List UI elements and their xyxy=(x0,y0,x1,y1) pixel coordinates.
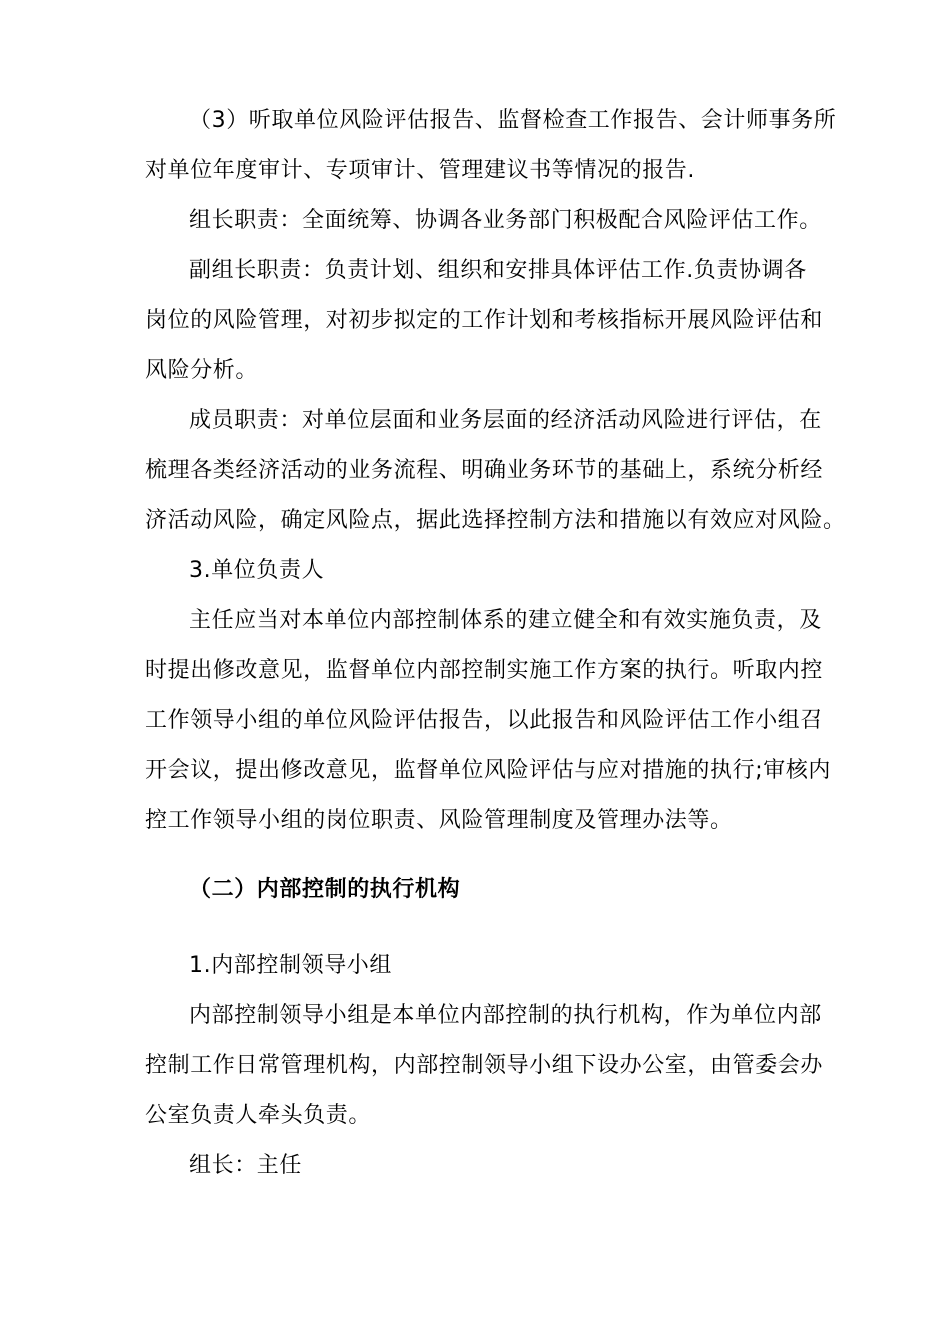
paragraph-line: 成员职责：对单位层面和业务层面的经济活动风险进行评估，在 xyxy=(189,408,822,433)
paragraph-line: 控制工作日常管理机构，内部控制领导小组下设办公室，由管委会办 xyxy=(145,1053,824,1078)
paragraph-line: 济活动风险，确定风险点，据此选择控制方法和措施以有效应对风险。 xyxy=(145,508,846,533)
section-heading: （二）内部控制的执行机构 xyxy=(189,877,461,902)
paragraph-line: 控工作领导小组的岗位职责、风险管理制度及管理办法等。 xyxy=(145,808,733,833)
paragraph-line: 对单位年度审计、专项审计、管理建议书等情况的报告. xyxy=(145,158,695,183)
paragraph-line: 副组长职责：负责计划、组织和安排具体评估工作.负责协调各 xyxy=(189,258,807,283)
paragraph-line: 风险分析。 xyxy=(145,358,259,383)
paragraph-line: 主任应当对本单位内部控制体系的建立健全和有效实施负责，及 xyxy=(189,608,822,633)
paragraph-line: 内部控制领导小组是本单位内部控制的执行机构，作为单位内部 xyxy=(189,1003,822,1028)
paragraph-line: 时提出修改意见，监督单位内部控制实施工作方案的执行。听取内控 xyxy=(145,658,824,683)
section-subheading: 3.单位负责人 xyxy=(189,558,325,583)
section-subheading: 1.内部控制领导小组 xyxy=(189,953,392,978)
paragraph-line: 工作领导小组的单位风险评估报告，以此报告和风险评估工作小组召 xyxy=(145,708,824,733)
paragraph-line: （3）听取单位风险评估报告、监督检查工作报告、会计师事务所 xyxy=(189,108,837,133)
paragraph-line: 组长职责：全面统筹、协调各业务部门积极配合风险评估工作。 xyxy=(189,208,822,233)
paragraph-line: 开会议，提出修改意见，监督单位风险评估与应对措施的执行;审核内 xyxy=(145,758,832,783)
paragraph-line: 公室负责人牵头负责。 xyxy=(145,1103,372,1128)
paragraph-line: 梳理各类经济活动的业务流程、明确业务环节的基础上，系统分析经 xyxy=(145,458,824,483)
paragraph-line: 组长：主任 xyxy=(189,1153,303,1178)
paragraph-line: 岗位的风险管理，对初步拟定的工作计划和考核指标开展风险评估和 xyxy=(145,308,824,333)
